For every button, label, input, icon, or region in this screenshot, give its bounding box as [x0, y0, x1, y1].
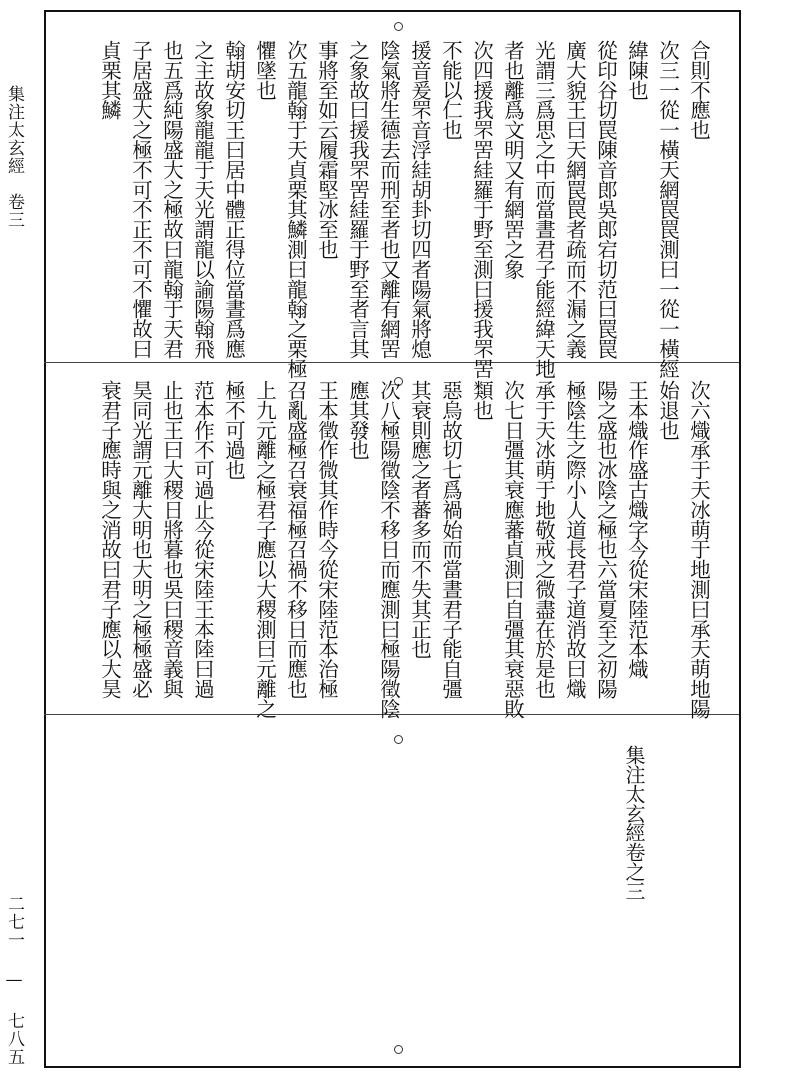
text-column: 次四援我罘罟絓羅于野至測曰援我罘罟 [469, 40, 494, 379]
text-column: 之主故象龍龍于天光謂龍以諭陽翰飛 [190, 40, 215, 359]
text-column: 緯陳也 [624, 40, 649, 100]
text-column: 召亂盛極召衰福極召禍不移日而應也 [283, 380, 308, 699]
text-column: 之象故曰援我罘罟絓羅于野至者言其 [345, 40, 370, 359]
text-column: 也五爲純陽盛大之極故曰龍翰于天君 [159, 40, 184, 359]
text-column: 上九元離之極君子應以大稷測曰元離之 [252, 380, 277, 719]
text-column: 廣大貌王曰天網罠罠者疏而不漏之義 [562, 40, 587, 359]
text-column: 王本熾作盛古熾字今從宋陸范本熾 [624, 380, 649, 679]
text-column: 懼墜也 [252, 40, 277, 100]
text-column: 不能以仁也 [438, 40, 463, 140]
text-column: 極不可過也 [221, 380, 246, 480]
margin-page-number: 二七一 — 七八五 [4, 895, 24, 1066]
text-column: 合則不應也 [686, 40, 711, 140]
text-column: 光謂三爲思之中而當晝君子能經緯天地 [531, 40, 556, 379]
text-column: 次七日彊其衰應蕃貞測曰自彊其衰惡敗 [500, 380, 525, 719]
text-column: 陽之盛也冰陰之極也六當夏至之初陽 [593, 380, 618, 699]
text-column: 次五龍翰于天貞栗其鱗測曰龍翰之栗極 [283, 40, 308, 379]
text-column: 其衰則應之者蕃多而不失其正也 [407, 380, 432, 659]
chapter-title: 集注太玄經卷之三 [622, 745, 646, 901]
text-column: 類也 [469, 380, 494, 420]
upper-section-divider [44, 362, 739, 363]
text-column: 者也離爲文明又有網罟之象 [500, 40, 525, 279]
text-column: 次八極陽徵陰不移日而應測曰極陽徵陰 [376, 380, 401, 719]
text-column: 事將至如云履霜堅冰至也 [314, 40, 339, 259]
text-column: 次三一從一橫天網罠罠測曰一從一橫經 [655, 40, 680, 379]
text-column: 從印谷切罠陳音郎吳郎宕切范曰罠罠 [593, 40, 618, 359]
text-column: 應其發也 [345, 380, 370, 460]
text-column: 范本作不可過止今從宋陸王本陸曰過 [190, 380, 215, 699]
text-column: 貞栗其鱗 [97, 40, 122, 120]
text-column: 子居盛大之極不可不正不可不懼故曰 [128, 40, 153, 359]
page-marker-circle [394, 1045, 403, 1054]
page-marker-circle [394, 735, 403, 744]
text-column: 昊同光謂元離大明也大明之極極盛必 [128, 380, 153, 699]
text-column: 陰氣將生德去而刑至者也又離有網罟 [376, 40, 401, 359]
text-column: 始退也 [655, 380, 680, 440]
text-column: 翰胡安切王曰居中體正得位當晝爲應 [221, 40, 246, 359]
text-column: 惡烏故切七爲禍始而當晝君子能自彊 [438, 380, 463, 699]
text-column: 衰君子應時與之消故曰君子應以大昊 [97, 380, 122, 699]
text-column: 極陰生之際小人道長君子道消故曰熾 [562, 380, 587, 699]
text-column: 次六熾承于天冰萌于地測曰承天萌地陽 [686, 380, 711, 719]
page-marker-circle [394, 22, 403, 31]
text-column: 承于天冰萌于地敬戒之微盡在於是也 [531, 380, 556, 699]
text-column: 援音爰罘音浮絓胡卦切四者陽氣將熄 [407, 40, 432, 359]
margin-title: 集注太玄經 卷三 [4, 85, 24, 229]
text-column: 止也王曰大稷日將暮也吳曰稷音義與 [159, 380, 184, 699]
text-column: 王本徵作微其作時今從宋陸范本治極 [314, 380, 339, 699]
